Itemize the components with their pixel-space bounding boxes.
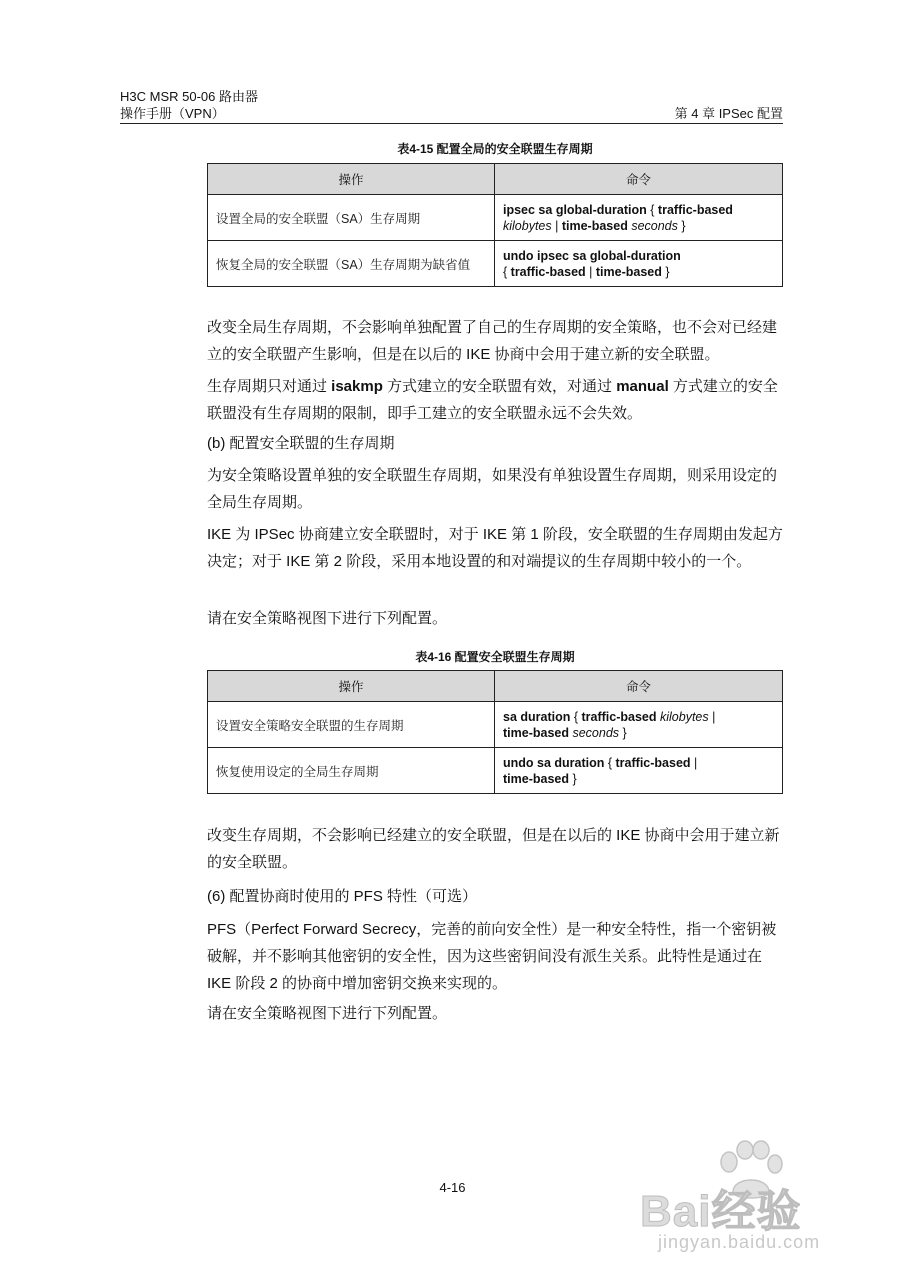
operation-cell: 设置安全策略安全联盟的生存周期 bbox=[208, 702, 495, 748]
paragraph: 为安全策略设置单独的安全联盟生存周期，如果没有单独设置生存周期，则采用设定的全局生存周期。 bbox=[207, 467, 778, 511]
column-header-command: 命令 bbox=[495, 671, 783, 702]
baidu-watermark bbox=[640, 1140, 860, 1270]
command-argument: seconds bbox=[631, 218, 678, 233]
command-keyword: traffic-based bbox=[510, 264, 586, 279]
command-keyword: undo ipsec sa global-duration bbox=[503, 248, 681, 263]
operation-cell: 恢复全局的安全联盟（SA）生存周期为缺省值 bbox=[208, 241, 495, 287]
running-header-left bbox=[120, 88, 258, 122]
header-rule bbox=[120, 123, 783, 124]
command-separator: | bbox=[585, 264, 596, 279]
command-argument: seconds bbox=[569, 725, 620, 740]
product-name: H3C MSR 50-06 路由器 bbox=[120, 89, 258, 104]
command-keyword: traffic-based bbox=[615, 755, 691, 770]
command-separator: | bbox=[551, 218, 562, 233]
command-keyword: time-based bbox=[503, 771, 569, 786]
command-cell bbox=[495, 241, 783, 287]
command-brace: } bbox=[677, 218, 686, 233]
command-brace: { bbox=[650, 202, 658, 217]
text-run: 方式建立的安全联盟没有生存周期的限制，即手工建立的安全联盟永远不会失效。 bbox=[207, 378, 778, 422]
table-header-row bbox=[208, 671, 783, 702]
paragraph bbox=[207, 373, 785, 427]
column-header-operation: 操作 bbox=[208, 671, 495, 702]
watermark-logo: Bai经验 bbox=[640, 1187, 802, 1236]
command-brace: } bbox=[619, 725, 627, 740]
table-4-16 bbox=[207, 670, 783, 794]
table-4-15 bbox=[207, 163, 783, 287]
command-brace: } bbox=[661, 264, 670, 279]
table-caption-4-16: 表4-16 配置安全联盟生存周期 bbox=[415, 650, 575, 664]
paragraph: 请在安全策略视图下进行下列配置。 bbox=[207, 1005, 448, 1022]
command-keyword: sa duration bbox=[503, 709, 571, 724]
paragraph: IKE 为 IPSec 协商建立安全联盟时，对于 IKE 第 1 阶段，安全联盟的生存周期由发起方决定；对于 IKE 第 2 阶段，采用本地设置的和对端提议的生存周期中较小的一个。 bbox=[207, 526, 783, 570]
operation-cell: 恢复使用设定的全局生存周期 bbox=[208, 748, 495, 794]
keyword-isakmp: isakmp bbox=[331, 378, 383, 395]
command-separator: | bbox=[690, 755, 698, 770]
table-header-row bbox=[208, 164, 783, 195]
command-brace: } bbox=[569, 771, 577, 786]
command-keyword: time-based bbox=[503, 725, 569, 740]
table-caption-4-15: 表4-15 配置全局的安全联盟生存周期 bbox=[397, 142, 593, 156]
command-separator: | bbox=[708, 709, 716, 724]
manual-name: 操作手册（VPN） bbox=[120, 106, 225, 121]
chapter-title: 第 4 章 IPSec 配置 bbox=[674, 106, 783, 121]
table-row bbox=[208, 748, 783, 794]
paragraph: PFS（Perfect Forward Secrecy，完善的前向安全性）是一种安全特性，指一个密钥被破解，并不影响其他密钥的安全性，因为这些密钥间没有派生关系。此特性是通过在 IKE 阶段 2 的协商中增加密钥交换来实现的。 bbox=[207, 921, 777, 992]
command-keyword: traffic-based bbox=[657, 202, 733, 217]
command-keyword: undo sa duration bbox=[503, 755, 605, 770]
table-row bbox=[208, 195, 783, 241]
table-row bbox=[208, 241, 783, 287]
text-run: 生存周期只对通过 bbox=[207, 378, 332, 395]
command-cell bbox=[495, 748, 783, 794]
command-brace: { bbox=[570, 709, 582, 724]
command-brace: { bbox=[503, 264, 511, 279]
command-cell bbox=[495, 195, 783, 241]
command-keyword: ipsec sa global-duration bbox=[503, 202, 647, 217]
paragraph: 请在安全策略视图下进行下列配置。 bbox=[207, 610, 448, 627]
operation-cell: 设置全局的安全联盟（SA）生存周期 bbox=[208, 195, 495, 241]
page-number: 4-16 bbox=[439, 1180, 466, 1195]
command-keyword: traffic-based bbox=[581, 709, 657, 724]
watermark-url: jingyan.baidu.com bbox=[658, 1232, 821, 1252]
command-keyword: time-based bbox=[595, 264, 662, 279]
column-header-operation: 操作 bbox=[208, 164, 495, 195]
keyword-manual: manual bbox=[616, 378, 669, 395]
section-heading: (6) 配置协商时使用的 PFS 特性（可选） bbox=[207, 888, 478, 905]
command-cell bbox=[495, 702, 783, 748]
paragraph: 改变生存周期，不会影响已经建立的安全联盟，但是在以后的 IKE 协商中会用于建立新的安全联盟。 bbox=[207, 827, 780, 871]
command-keyword: time-based bbox=[561, 218, 628, 233]
command-argument: kilobytes bbox=[656, 709, 709, 724]
paragraph: 改变全局生存周期，不会影响单独配置了自己的生存周期的安全策略，也不会对已经建立的安全联盟产生影响，但是在以后的 IKE 协商中会用于建立新的安全联盟。 bbox=[207, 319, 778, 363]
command-brace: { bbox=[604, 755, 616, 770]
table-row bbox=[208, 702, 783, 748]
command-argument: kilobytes bbox=[503, 218, 552, 233]
column-header-command: 命令 bbox=[495, 164, 783, 195]
section-heading: (b) 配置安全联盟的生存周期 bbox=[207, 435, 395, 452]
text-run: 方式建立的安全联盟有效，对通过 bbox=[382, 378, 617, 395]
